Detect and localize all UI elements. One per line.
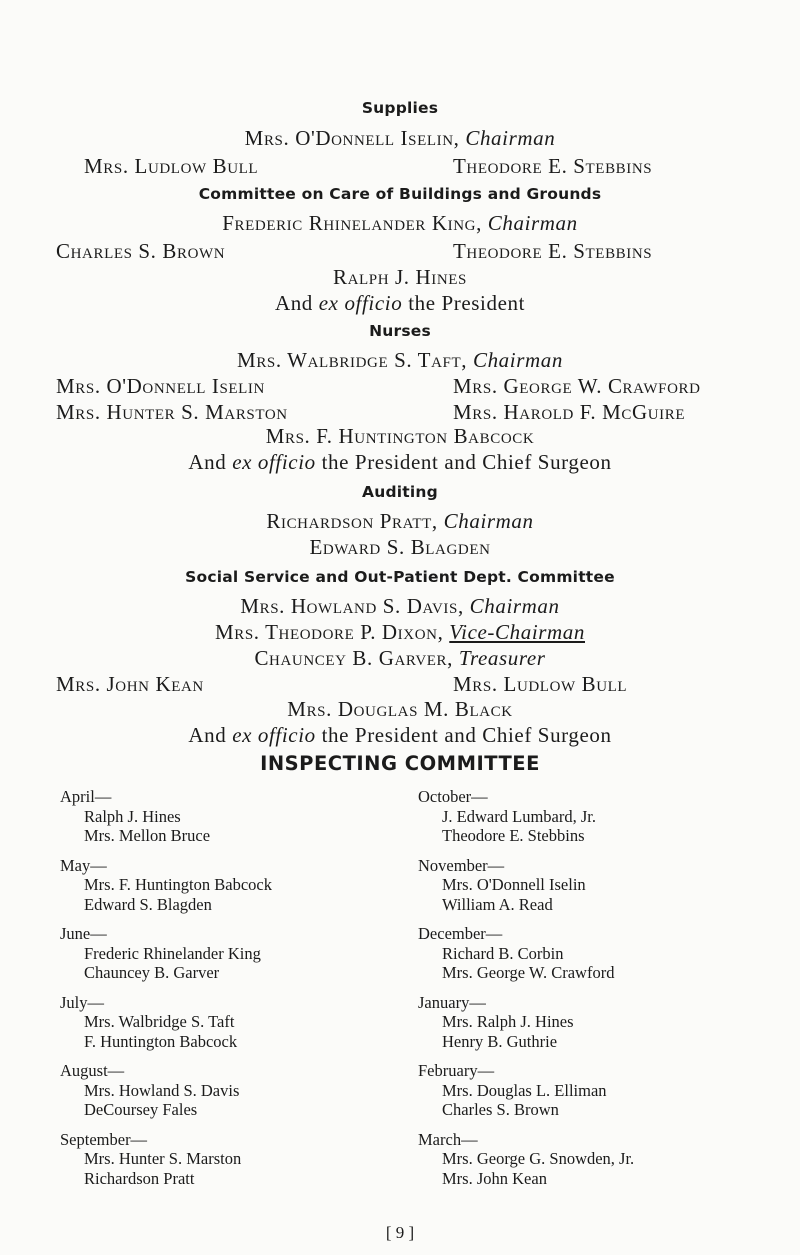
nurses-chairman	[0, 348, 800, 372]
month-label: November—	[418, 855, 505, 875]
inspector-name: Mrs. Hunter S. Marston	[84, 1149, 242, 1168]
inspector-name: F. Huntington Babcock	[84, 1031, 238, 1051]
social-chairman-role: Chairman	[469, 594, 560, 618]
nurses-heading: Nurses	[369, 322, 431, 340]
inspector-name: Mrs. Howland S. Davis	[84, 1080, 240, 1100]
inspector-name: Mrs. Ralph J. Hines	[442, 1012, 574, 1031]
inspector-name: Mrs. O'Donnell Iselin	[442, 875, 586, 894]
inspector-name: Frederic Rhinelander King	[84, 943, 261, 963]
social-member-left: Mrs. John Kean	[56, 672, 204, 696]
inspector-name: Mrs. Walbridge S. Taft	[84, 1012, 235, 1031]
auditing-member-center: Edward S. Blagden	[309, 535, 491, 559]
ex-officio-and: And	[274, 291, 313, 315]
supplies-heading: Supplies	[361, 99, 439, 117]
social-member-right: Mrs. Ludlow Bull	[453, 672, 628, 696]
ex-officio-and: And	[188, 723, 227, 747]
nurses-row2-right: Mrs. Harold F. McGuire	[453, 400, 686, 424]
inspector-name: Henry B. Guthrie	[442, 1031, 558, 1051]
buildings-chairman	[0, 211, 800, 235]
supplies-member-right: Theodore E. Stebbins	[453, 154, 653, 178]
ex-officio-rest: the President and Chief Surgeon	[321, 723, 612, 747]
inspector-name: Richardson Pratt	[84, 1168, 195, 1188]
inspector-name: Richard B. Corbin	[442, 943, 564, 963]
inspector-name: Theodore E. Stebbins	[442, 826, 585, 845]
inspector-name: DeCoursey Fales	[84, 1100, 198, 1119]
buildings-heading: Committee on Care of Buildings and Grounds	[198, 185, 602, 203]
inspector-name: Mrs. F. Huntington Babcock	[84, 875, 272, 894]
social-chairman	[0, 594, 800, 618]
month-label: October—	[418, 787, 488, 806]
social-ex-officio	[0, 723, 800, 747]
nurses-ex-officio	[0, 450, 800, 474]
nurses-chairman-name: Mrs. Walbridge S. Taft,	[237, 348, 468, 372]
supplies-chairman-name: Mrs. O'Donnell Iselin,	[244, 126, 460, 150]
inspector-name: Edward S. Blagden	[84, 894, 212, 914]
ex-officio-and: And	[188, 450, 227, 474]
social-treasurer-role: Treasurer	[458, 646, 546, 670]
nurses-row1-left: Mrs. O'Donnell Iselin	[56, 374, 265, 398]
social-chairman-name: Mrs. Howland S. Davis,	[240, 594, 464, 618]
inspecting-group	[418, 787, 634, 846]
month-label: August—	[60, 1061, 125, 1080]
inspecting-left-column	[60, 787, 272, 1198]
auditing-chairman-role: Chairman	[443, 509, 534, 533]
month-label: September—	[60, 1129, 148, 1149]
nurses-member-center: Mrs. F. Huntington Babcock	[265, 424, 535, 448]
inspector-name: Mrs. Mellon Bruce	[84, 826, 211, 845]
month-label: March—	[418, 1129, 478, 1149]
social-heading: Social Service and Out-Patient Dept. Committee	[185, 568, 615, 586]
inspector-name: William A. Read	[442, 894, 553, 914]
social-vice-role: Vice-Chairman	[449, 620, 585, 644]
inspector-name: Mrs. John Kean	[442, 1168, 547, 1188]
social-vice-chairman	[0, 620, 800, 644]
buildings-ex-officio	[0, 291, 800, 315]
ex-officio-italic: ex officio	[232, 450, 316, 474]
inspector-name: J. Edward Lumbard, Jr.	[442, 806, 596, 826]
buildings-member-right: Theodore E. Stebbins	[453, 239, 653, 263]
inspecting-heading: INSPECTING COMMITTEE	[260, 752, 540, 775]
page-number: [ 9 ]	[385, 1223, 415, 1242]
social-vice-name: Mrs. Theodore P. Dixon,	[214, 620, 444, 644]
inspecting-right-column	[418, 787, 634, 1198]
buildings-chairman-role: Chairman	[487, 211, 578, 235]
auditing-chairman-name: Richardson Pratt,	[266, 509, 438, 533]
month-label: December—	[418, 924, 503, 943]
inspecting-group	[60, 856, 272, 915]
inspector-name: Mrs. George G. Snowden, Jr.	[442, 1149, 635, 1168]
inspector-name: Charles S. Brown	[442, 1100, 559, 1119]
auditing-heading: Auditing	[362, 483, 438, 501]
month-label: February—	[418, 1061, 495, 1080]
inspecting-group	[418, 1061, 634, 1120]
social-member-center: Mrs. Douglas M. Black	[287, 697, 513, 721]
month-label: May—	[60, 855, 107, 875]
ex-officio-italic: ex officio	[318, 291, 403, 315]
buildings-member-center: Ralph J. Hines	[333, 265, 467, 289]
social-treasurer-name: Chauncey B. Garver,	[254, 646, 453, 670]
month-label: June—	[60, 924, 107, 943]
month-label: July—	[60, 992, 105, 1012]
buildings-member-left: Charles S. Brown	[56, 239, 226, 263]
inspecting-group	[60, 993, 272, 1052]
supplies-chairman	[0, 126, 800, 150]
ex-officio-rest: the President	[408, 291, 526, 315]
month-label: April—	[60, 787, 112, 806]
inspecting-group	[418, 924, 634, 983]
inspecting-group	[60, 787, 272, 846]
inspecting-group	[60, 1130, 272, 1189]
ex-officio-rest: the President and Chief Surgeon	[321, 450, 612, 474]
month-label: January—	[418, 992, 486, 1012]
inspector-name: Ralph J. Hines	[84, 806, 181, 826]
social-treasurer	[0, 646, 800, 670]
supplies-member-left: Mrs. Ludlow Bull	[84, 154, 259, 178]
nurses-chairman-role: Chairman	[472, 348, 563, 372]
inspector-name: Mrs. George W. Crawford	[442, 963, 615, 982]
nurses-row1-right: Mrs. George W. Crawford	[453, 374, 701, 398]
ex-officio-italic: ex officio	[232, 723, 316, 747]
inspecting-group	[60, 924, 272, 983]
inspector-name: Mrs. Douglas L. Elliman	[442, 1080, 607, 1100]
auditing-chairman	[0, 509, 800, 533]
inspector-name: Chauncey B. Garver	[84, 963, 220, 982]
supplies-chairman-role: Chairman	[465, 126, 556, 150]
inspecting-group	[418, 993, 634, 1052]
inspecting-group	[60, 1061, 272, 1120]
inspecting-group	[418, 856, 634, 915]
nurses-row2-left: Mrs. Hunter S. Marston	[56, 400, 288, 424]
buildings-chairman-name: Frederic Rhinelander King,	[222, 211, 482, 235]
inspecting-group	[418, 1130, 634, 1189]
